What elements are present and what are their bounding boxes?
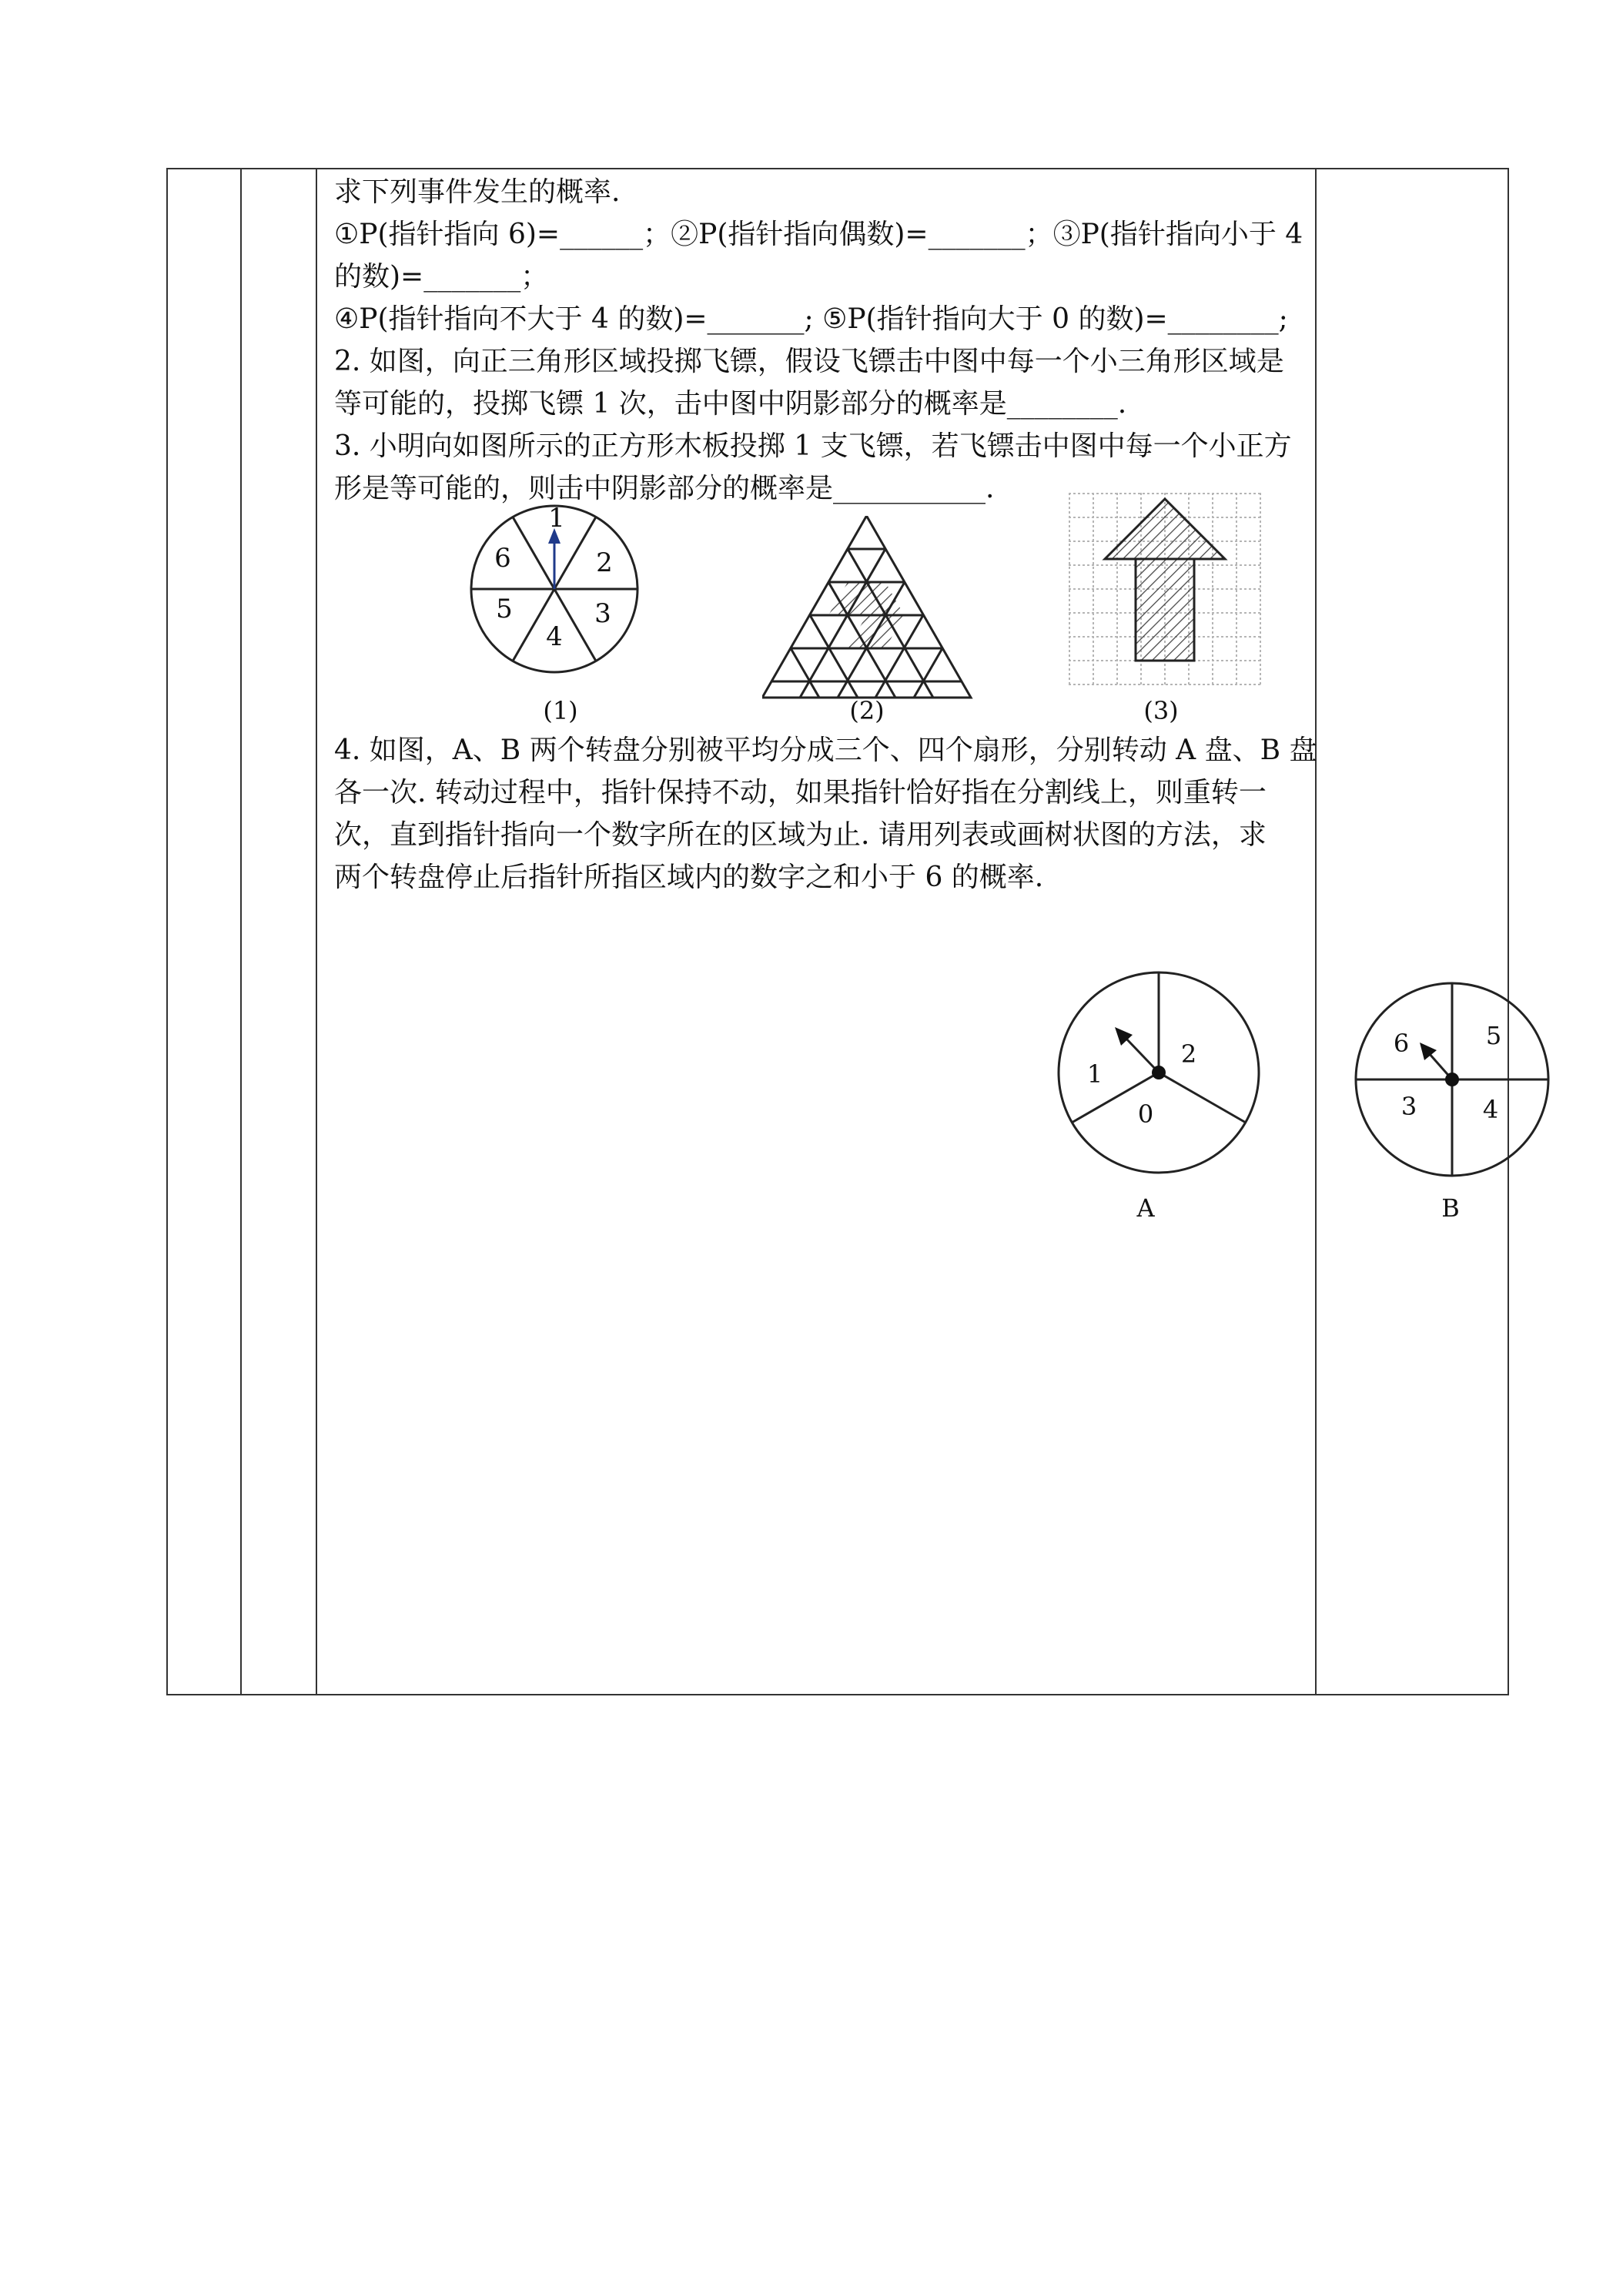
- arrow-shaft-shape: [1136, 559, 1194, 661]
- spinner-b: [1352, 979, 1552, 1180]
- figure-1-caption: (1): [543, 696, 578, 725]
- pivot-dot: [1152, 1066, 1166, 1079]
- column-divider: [316, 168, 317, 1695]
- figure-3-caption: (3): [1143, 696, 1179, 725]
- sector-label: 5: [1485, 1021, 1502, 1050]
- sector-label: 4: [546, 621, 563, 652]
- sector-label: 1: [1086, 1059, 1103, 1089]
- question-4-line: 次，直到指针指向一个数字所在的区域为止. 请用列表或画树状图的方法，求: [334, 819, 1267, 851]
- sector-label: 2: [596, 547, 613, 578]
- figure-2-triangle: [762, 516, 978, 705]
- spinner-a-caption: A: [1136, 1193, 1155, 1223]
- question-4-line: 4. 如图，A、B 两个转盘分别被平均分成三个、四个扇形，分别转动 A 盘、B 盘: [334, 735, 1317, 766]
- column-divider: [240, 168, 242, 1695]
- sector-label: 3: [594, 598, 611, 629]
- arrow-head-shape: [1105, 499, 1225, 559]
- sector-label: 6: [494, 543, 511, 574]
- text-line: 的数)=_______；: [334, 261, 549, 293]
- spinner-a: [1055, 969, 1263, 1176]
- text-line: 等可能的，投掷飞镖 1 次，击中图中阴影部分的概率是________.: [334, 388, 1127, 420]
- sector-label: 0: [1137, 1099, 1154, 1129]
- text-line: 3. 小明向如图所示的正方形木板投掷 1 支飞镖，若飞镖击中图中每一个小正方: [334, 430, 1292, 462]
- figure-3-grid: [1069, 493, 1269, 693]
- spinner-b-caption: B: [1441, 1193, 1460, 1223]
- sector-label: 3: [1400, 1092, 1417, 1121]
- sector-label: 1: [548, 503, 565, 534]
- text-line: ①P(指针指向 6)=______；②P(指针指向偶数)=_______；③P(指针指向小于 4: [334, 219, 1303, 250]
- pivot-dot: [1445, 1073, 1459, 1086]
- sector-label: 5: [496, 594, 513, 624]
- sector-label: 2: [1180, 1039, 1197, 1069]
- text-line: 2. 如图，向正三角形区域投掷飞镖，假设飞镖击中图中每一个小三角形区域是: [334, 346, 1284, 377]
- question-4-line: 各一次. 转动过程中，指针保持不动，如果指针恰好指在分割线上，则重转一: [334, 777, 1267, 808]
- figure-2-caption: (2): [849, 696, 885, 725]
- question-4-line: 两个转盘停止后指针所指区域内的数字之和小于 6 的概率.: [334, 862, 1044, 893]
- text-line: 求下列事件发生的概率.: [334, 176, 621, 208]
- column-divider: [1315, 168, 1317, 1695]
- figure-1-spinner: [466, 500, 643, 678]
- sector-label: 6: [1393, 1029, 1410, 1058]
- text-line: ④P(指针指向不大于 4 的数)=_______; ⑤P(指针指向大于 0 的数)=________;: [334, 303, 1288, 335]
- text-line: 形是等可能的，则击中阴影部分的概率是___________.: [334, 473, 995, 504]
- sector-label: 4: [1482, 1095, 1499, 1124]
